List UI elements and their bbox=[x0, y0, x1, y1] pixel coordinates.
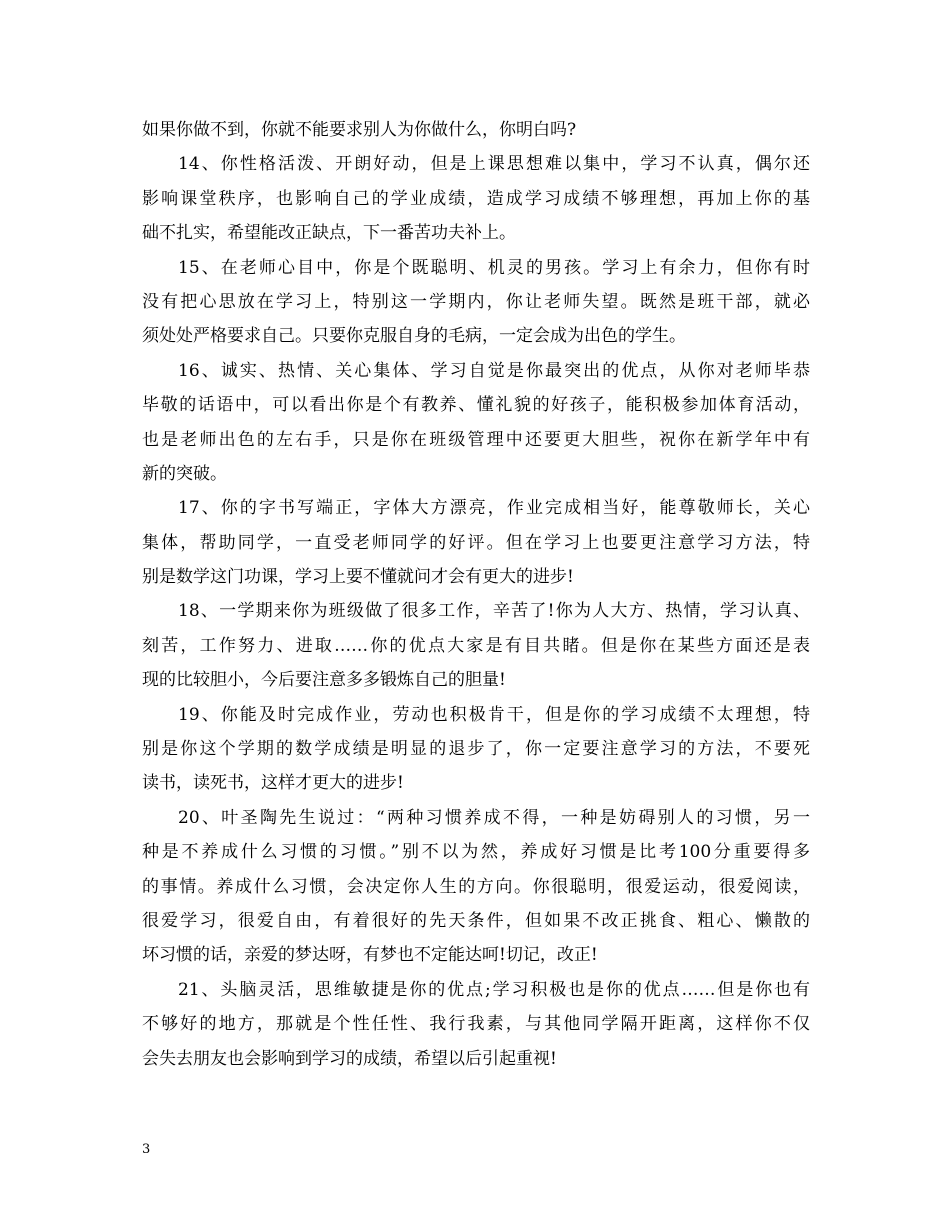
text-line: 如果你做不到，你就不能要求别人为你做什么，你明白吗? bbox=[142, 120, 577, 140]
text-line: 15、在老师心目中，你是个既聪明、机灵的男孩。学习上有余力，但你有时 bbox=[178, 257, 810, 278]
text-line: 读书，读死书，这样才更大的进步! bbox=[142, 773, 404, 794]
text-line: 16、诚实、热情、关心集体、学习自觉是你最突出的优点，从你对老师毕恭 bbox=[178, 360, 810, 381]
text-line: 影响课堂秩序，也影响自己的学业成绩，造成学习成绩不够理想，再加上你的基 bbox=[142, 188, 810, 209]
text-line: 坏习惯的话，亲爱的梦达呀，有梦也不定能达呵!切记，改正! bbox=[142, 945, 598, 966]
text-line: 种是不养成什么习惯的习惯。”别不以为然，养成好习惯是比考100分重要得多 bbox=[142, 842, 810, 863]
text-line: 新的突破。 bbox=[142, 463, 227, 484]
text-line: 别是你这个学期的数学成绩是明显的退步了，你一定要注意学习的方法，不要死 bbox=[142, 739, 810, 760]
text-line: 19、你能及时完成作业，劳动也积极肯干，但是你的学习成绩不太理想，特 bbox=[178, 704, 810, 725]
text-line: 很爱学习，很爱自由，有着很好的先天条件，但如果不改正挑食、粗心、懒散的 bbox=[142, 910, 810, 931]
text-line: 21、头脑灵活，思维敏捷是你的优点;学习积极也是你的优点……但是你也有 bbox=[178, 979, 810, 1000]
text-line: 18、一学期来你为班级做了很多工作，辛苦了!你为人大方、热情，学习认真、 bbox=[178, 601, 810, 622]
text-line: 毕敬的话语中，可以看出你是个有教养、懂礼貌的好孩子，能积极参加体育活动， bbox=[142, 395, 810, 416]
text-line: 没有把心思放在学习上，特别这一学期内，你让老师失望。既然是班干部，就必 bbox=[142, 291, 810, 312]
text-line: 别是数学这门功课，学习上要不懂就问才会有更大的进步! bbox=[142, 567, 574, 588]
text-line: 也是老师出色的左右手，只是你在班级管理中还要更大胆些，祝你在新学年中有 bbox=[142, 429, 810, 450]
page-number: 3 bbox=[142, 1142, 151, 1157]
text-line: 集体，帮助同学，一直受老师同学的好评。但在学习上也要更注意学习方法，特 bbox=[142, 532, 810, 553]
text-line: 会失去朋友也会影响到学习的成绩，希望以后引起重视! bbox=[142, 1048, 557, 1069]
text-line: 17、你的字书写端正，字体大方漂亮，作业完成相当好，能尊敬师长，关心 bbox=[178, 498, 810, 519]
text-line: 刻苦，工作努力、进取……你的优点大家是有目共睹。但是你在某些方面还是表 bbox=[142, 635, 810, 656]
text-line: 的事情。养成什么习惯，会决定你人生的方向。你很聪明，很爱运动，很爱阅读， bbox=[142, 876, 810, 897]
text-line: 14、你性格活泼、开朗好动，但是上课思想难以集中，学习不认真，偶尔还 bbox=[178, 154, 810, 175]
text-line: 须处处严格要求自己。只要你克服自身的毛病，一定会成为出色的学生。 bbox=[142, 326, 686, 347]
text-line: 20、叶圣陶先生说过：“两种习惯养成不得，一种是妨碍别人的习惯，另一 bbox=[178, 807, 810, 828]
text-line: 现的比较胆小，今后要注意多多锻炼自己的胆量! bbox=[142, 670, 506, 691]
text-line: 不够好的地方，那就是个性任性、我行我素，与其他同学隔开距离，这样你不仅 bbox=[142, 1014, 810, 1035]
text-line: 础不扎实，希望能改正缺点，下一番苦功夫补上。 bbox=[142, 223, 516, 244]
document-body bbox=[142, 113, 810, 1076]
